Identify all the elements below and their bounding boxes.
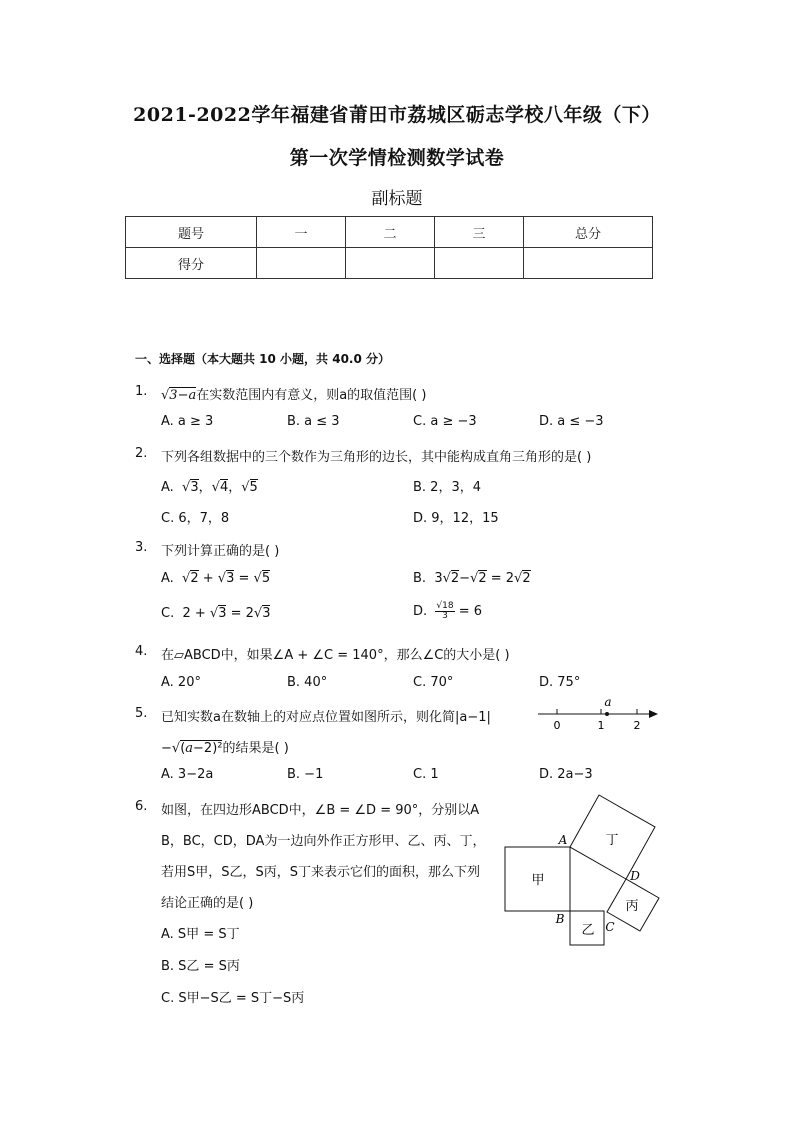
score-table [125, 216, 653, 279]
question-text: 已知实数a在数轴上的对应点位置如图所示，则化简|a−1| [161, 710, 491, 725]
option-d: D. a ≤ −3 [539, 414, 604, 429]
quadrilateral-squares-figure [495, 790, 665, 950]
question-text-line4: 结论正确的是( ) [161, 896, 254, 911]
point-label-a: a [604, 695, 612, 709]
option-d: D. $\frac{√18}{3}$ = 6 [413, 601, 483, 621]
vertex-label-d: D [630, 869, 640, 883]
score-header-cell: 题号 [126, 217, 257, 248]
option-d: D. 2a−3 [539, 767, 593, 782]
vertex-label-b: B [555, 912, 565, 926]
section-heading: 一、选择题（本大题共 10 小题，共 40.0 分） [135, 352, 391, 366]
question-text-line2: B，BC，CD，DA为一边向外作正方形甲、乙、丙、丁， [161, 834, 486, 849]
score-table-header-row [126, 217, 653, 248]
question-5-line2: −√(a−2)²的结果是( ) [161, 741, 289, 756]
tick-label-0: 0 [553, 719, 561, 732]
option-a: A. √2 + √3 = √5 [161, 571, 271, 586]
option-b: B. a ≤ 3 [287, 414, 340, 429]
score-table-score-row [126, 248, 653, 279]
point-a [605, 712, 609, 716]
option-a: A. S甲 = S丁 [161, 927, 240, 942]
question-number: 3. [135, 540, 148, 555]
score-cell[interactable] [435, 248, 524, 279]
question-number: 4. [135, 644, 148, 659]
question-number: 1. [135, 384, 148, 399]
option-a: A. a ≥ 3 [161, 414, 214, 429]
score-header-cell: 总分 [524, 217, 653, 248]
question-number: 2. [135, 446, 148, 461]
label-ding: 丁 [605, 833, 619, 848]
option-a: A. 20° [161, 675, 201, 690]
option-b: B. S乙 = S丙 [161, 959, 240, 974]
score-header-cell: 二 [346, 217, 435, 248]
option-c: C. 1 [413, 767, 439, 782]
option-c: C. S甲−S乙 = S丁−S丙 [161, 991, 305, 1006]
label-bing: 丙 [625, 899, 639, 914]
option-b: B. 40° [287, 675, 328, 690]
score-header-cell: 一 [257, 217, 346, 248]
exam-title-line2: 第一次学情检测数学试卷 [289, 147, 505, 169]
option-b: B. 3√2−√2 = 2√2 [413, 571, 531, 586]
option-b: B. −1 [287, 767, 324, 782]
vertex-label-a: A [558, 833, 568, 847]
option-c: C. a ≥ −3 [413, 414, 477, 429]
number-line-figure [530, 692, 662, 734]
option-c: C. 2 + √3 = 2√3 [161, 606, 271, 621]
vertex-label-c: C [605, 920, 615, 934]
exam-title-line1: 2021-2022学年福建省莆田市荔城区砺志学校八年级（下） [133, 104, 661, 126]
question-text: 下列各组数据中的三个数作为三角形的边长，其中能构成直角三角形的是( ) [161, 450, 592, 465]
question-text: 下列计算正确的是( ) [161, 544, 280, 559]
subtitle: 副标题 [371, 189, 423, 209]
label-yi: 乙 [581, 923, 595, 938]
option-b: B. 2，3，4 [413, 480, 481, 495]
label-jia: 甲 [531, 873, 545, 888]
option-d: D. 75° [539, 675, 581, 690]
question-text: √3−a在实数范围内有意义，则a的取值范围( ) [161, 388, 427, 403]
number-line-arrow [649, 710, 658, 718]
question-number: 5. [135, 706, 148, 721]
score-cell[interactable] [346, 248, 435, 279]
option-c: C. 6，7，8 [161, 511, 230, 526]
tick-label-1: 1 [597, 719, 605, 732]
score-row-label: 得分 [126, 248, 257, 279]
option-a: A. √3，√4，√5 [161, 480, 258, 495]
question-text-tail: 的结果是( ) [222, 741, 289, 756]
question-text-line1: 如图，在四边形ABCD中，∠B = ∠D = 90°，分别以A [161, 803, 480, 818]
question-text-tail: 在实数范围内有意义，则a的取值范围( ) [196, 388, 427, 403]
option-c: C. 70° [413, 675, 454, 690]
score-header-cell: 三 [435, 217, 524, 248]
option-a: A. 3−2a [161, 767, 214, 782]
tick-label-2: 2 [633, 719, 641, 732]
score-cell[interactable] [257, 248, 346, 279]
option-d: D. 9，12，15 [413, 511, 499, 526]
question-text: 在▱ABCD中，如果∠A + ∠C = 140°，那么∠C的大小是( ) [161, 648, 510, 663]
question-text-line3: 若用S甲，S乙，S丙，S丁来表示它们的面积，那么下列 [161, 865, 481, 880]
score-cell[interactable] [524, 248, 653, 279]
question-number: 6. [135, 799, 148, 814]
